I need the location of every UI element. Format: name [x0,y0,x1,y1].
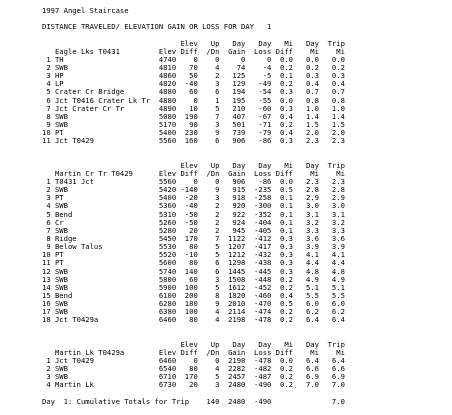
table-row: 7 Jct Crater Cr Tr 4890 10 5 210 -60 0.3 1.0 1.0 [42,103,345,113]
column-header-row1: Elev Up Day Day Mi Day Trip [42,38,345,48]
table-row: 6 Jct T0416 Crater Lk Tr 4880 0 1 195 -55 0.0 0.8 0.8 [42,95,345,105]
table-row: 14 SWB 5900 100 5 1612 -452 0.2 5.1 5.1 [42,282,345,292]
column-header-row1: Elev Up Day Day Mi Day Trip [42,339,345,349]
table-row: 9 SWB 5170 90 3 501 -71 0.2 1.5 1.5 [42,119,345,129]
table-row: 4 Martin Lk 6730 20 3 2480 -490 0.2 7.0 7.0 [42,380,345,390]
table-row: 2 SWB 6540 80 4 2282 -482 0.2 6.6 6.6 [42,364,345,374]
table-row: 18 Jct T0429a 6460 80 4 2198 -478 0.2 6.4 6.4 [42,315,345,325]
table-row: 2 SWB 4810 70 4 74 -4 0.2 0.2 0.2 [42,62,345,72]
table-row: 4 SWB 5360 -40 2 920 -300 0.1 3.0 3.0 [42,201,345,211]
table-row: 7 SWB 5280 20 2 945 -405 0.1 3.3 3.3 [42,225,345,235]
table-row: 17 SWB 6380 100 4 2114 -474 0.2 6.2 6.2 [42,307,345,317]
column-header-row1: Elev Up Day Day Mi Day Trip [42,160,345,170]
document-title: 1997 Angel Staircase [42,6,129,15]
table-row: 13 SWB 5800 60 3 1508 -448 0.2 4.9 4.9 [42,274,345,284]
table-row: 9 Below Talus 5530 80 5 1207 -417 0.3 3.9 3.9 [42,242,345,252]
table-row: 8 Ridge 5450 170 7 1122 -412 0.3 3.6 3.6 [42,233,345,243]
table-row: 5 Bend 5310 -50 2 922 -352 0.1 3.1 3.1 [42,209,345,219]
table-row: 15 Bend 6100 200 8 1820 -460 0.4 5.5 5.5 [42,290,345,300]
table-row: 2 SWB 5420 -140 9 915 -235 0.5 2.8 2.8 [42,185,345,195]
table-row: 10 PT 5400 230 9 739 -79 0.4 2.0 2.0 [42,128,345,138]
sections-container [42,31,452,389]
table-row: 11 Jct T0429 5560 160 6 906 -86 0.3 2.3 2.3 [42,136,345,146]
table-row: 11 PT 5600 80 6 1298 -438 0.3 4.4 4.4 [42,258,345,268]
table-row: 6 Cr 5260 -50 2 924 -404 0.1 3.2 3.2 [42,217,345,227]
document-subtitle: DISTANCE TRAVELED/ ELEVATION GAIN OR LOSS FOR DAY 1 [42,22,272,32]
table-row: 8 SWB 5080 190 7 407 -67 0.4 1.4 1.4 [42,111,345,121]
table-row: 4 LP 4820 -40 3 129 -49 0.2 0.4 0.4 [42,79,345,89]
table-row: 3 SWB 6710 170 5 2457 -487 0.2 6.9 6.9 [42,372,345,382]
table-row: 16 SWB 6280 180 9 2010 -470 0.5 6.0 6.0 [42,299,345,309]
table-row: 1 Jct T0429 6460 0 0 2198 -478 0.0 6.4 6.4 [42,356,345,366]
cumulative-totals-row: Day 1: Cumulative Totals for Trip 140 2480 -490 7.0 [42,396,345,406]
table-row: 3 PT 5400 -20 3 918 -258 0.1 2.9 2.9 [42,193,345,203]
section-header-3: Martin Lk T0429a Elev Diff /Dn Gain Loss Diff Mi Mi [42,347,345,357]
table-row: 10 PT 5520 -10 5 1212 -432 0.3 4.1 4.1 [42,250,345,260]
section-header-2: Martin Cr Tr T0429 Elev Diff /Dn Gain Loss Diff Mi Mi [42,168,345,178]
table-row: 3 HP 4860 50 2 125 -5 0.1 0.3 0.3 [42,71,345,81]
section-header-1: Eagle Lks T0431 Elev Diff /Dn Gain Loss Diff Mi Mi [42,46,345,56]
table-row: 1 T0431 Jct 5560 0 0 906 -86 0.0 2.3 2.3 [42,176,345,186]
table-row: 12 SWB 5740 140 6 1445 -445 0.3 4.8 4.8 [42,266,345,276]
table-row: 1 TH 4740 0 0 0 0 0.0 0.0 0.0 [42,54,345,64]
table-row: 5 Crater Cr Bridge 4880 60 6 194 -54 0.3 0.7 0.7 [42,87,345,97]
